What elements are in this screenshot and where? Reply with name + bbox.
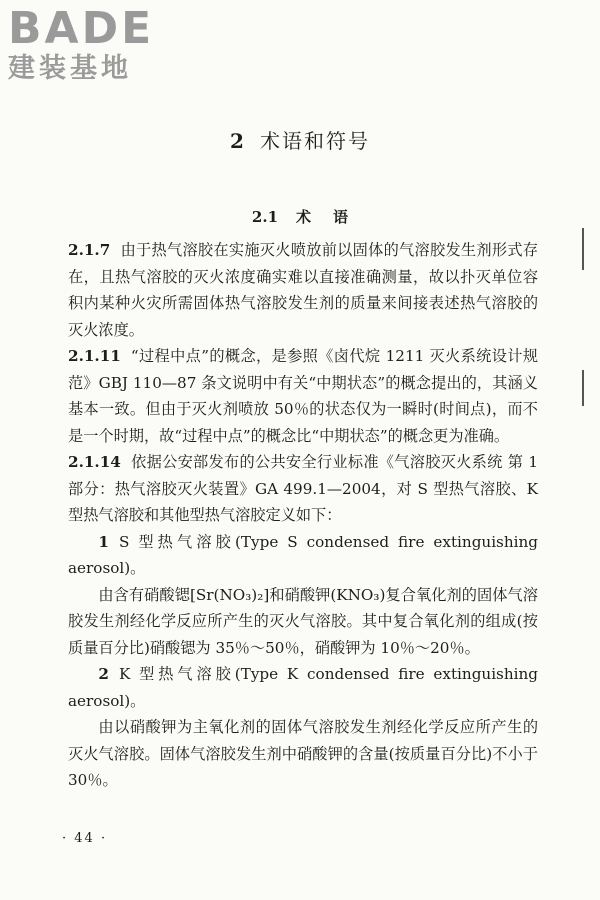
clause-text: 由于热气溶胶在实施灭火喷放前以固体的气溶胶发生剂形式存在，且热气溶胶的灭火浓度确实难以直接准确测量，故以扑灭单位容积内某种火灾所需固体热气溶胶发生剂的质量来间接表述热气溶胶的灭火浓度。 <box>68 241 538 339</box>
chapter-heading <box>0 125 600 154</box>
clause-2-1-11 <box>68 343 538 449</box>
publisher-logo <box>8 3 178 88</box>
logo-chinese-name: 建装基地 <box>8 53 132 84</box>
clause-label: 2.1.11 <box>68 347 121 365</box>
logo-wordmark: BADE <box>8 3 155 54</box>
list-item-2-description: 由以硝酸钾为主氧化剂的固体气溶胶发生剂经化学反应所产生的灭火气溶胶。固体气溶胶发生剂中硝酸钾的含量(按质量百分比)不小于 30％。 <box>68 718 538 789</box>
clause-2-1-7 <box>68 237 538 343</box>
document-body <box>68 237 538 794</box>
margin-mark <box>582 228 584 270</box>
list-item-1-description: 由含有硝酸锶[Sr(NO₃)₂]和硝酸钾(KNO₃)复合氧化剂的固体气溶胶发生剂经化学反应所产生的灭火气溶胶。其中复合氧化剂的组成(按质量百分比)硝酸锶为 35％～50％，硝酸钾为 10％～20％。 <box>68 585 538 657</box>
chapter-number: 2 <box>230 129 246 153</box>
list-item-text: S 型热气溶胶(Type S condensed fire extinguishing aerosol)。 <box>68 532 538 577</box>
clause-2-1-14 <box>68 449 538 529</box>
list-item-2-title <box>68 661 538 714</box>
section-title-char-2: 语 <box>333 208 349 226</box>
section-title-char-1: 术 <box>296 208 312 226</box>
chapter-title: 术语和符号 <box>259 129 370 153</box>
clause-label: 2.1.7 <box>68 241 111 259</box>
section-heading <box>0 206 600 227</box>
list-item-1-title <box>68 529 538 582</box>
clause-text: 依据公安部发布的公共安全行业标准《气溶胶灭火系统 第 1 部分：热气溶胶灭火装置》GA 499.1—2004，对 S 型热气溶胶、K 型热气溶胶和其他型热气溶胶定义如下： <box>68 453 538 524</box>
clause-text: “过程中点”的概念，是参照《卤代烷 1211 灭火系统设计规范》GBJ 110—87 条文说明中有关“中期状态”的概念提出的，其涵义基本一致。但由于灭火剂喷放 50％的状态仅为一瞬时(时间点)，而不是一个时期，故“过程中点”的概念比“中期状态”的概念更为准确。 <box>68 347 538 445</box>
section-number: 2.1 <box>251 208 279 226</box>
list-item-number: 1 <box>98 532 109 551</box>
list-item-text: K 型热气溶胶(Type K condensed fire extinguishing aerosol)。 <box>68 665 538 710</box>
clause-label: 2.1.14 <box>68 453 121 471</box>
list-item-number: 2 <box>98 665 109 683</box>
page-number: · 44 · <box>62 831 108 846</box>
margin-mark <box>582 370 584 406</box>
